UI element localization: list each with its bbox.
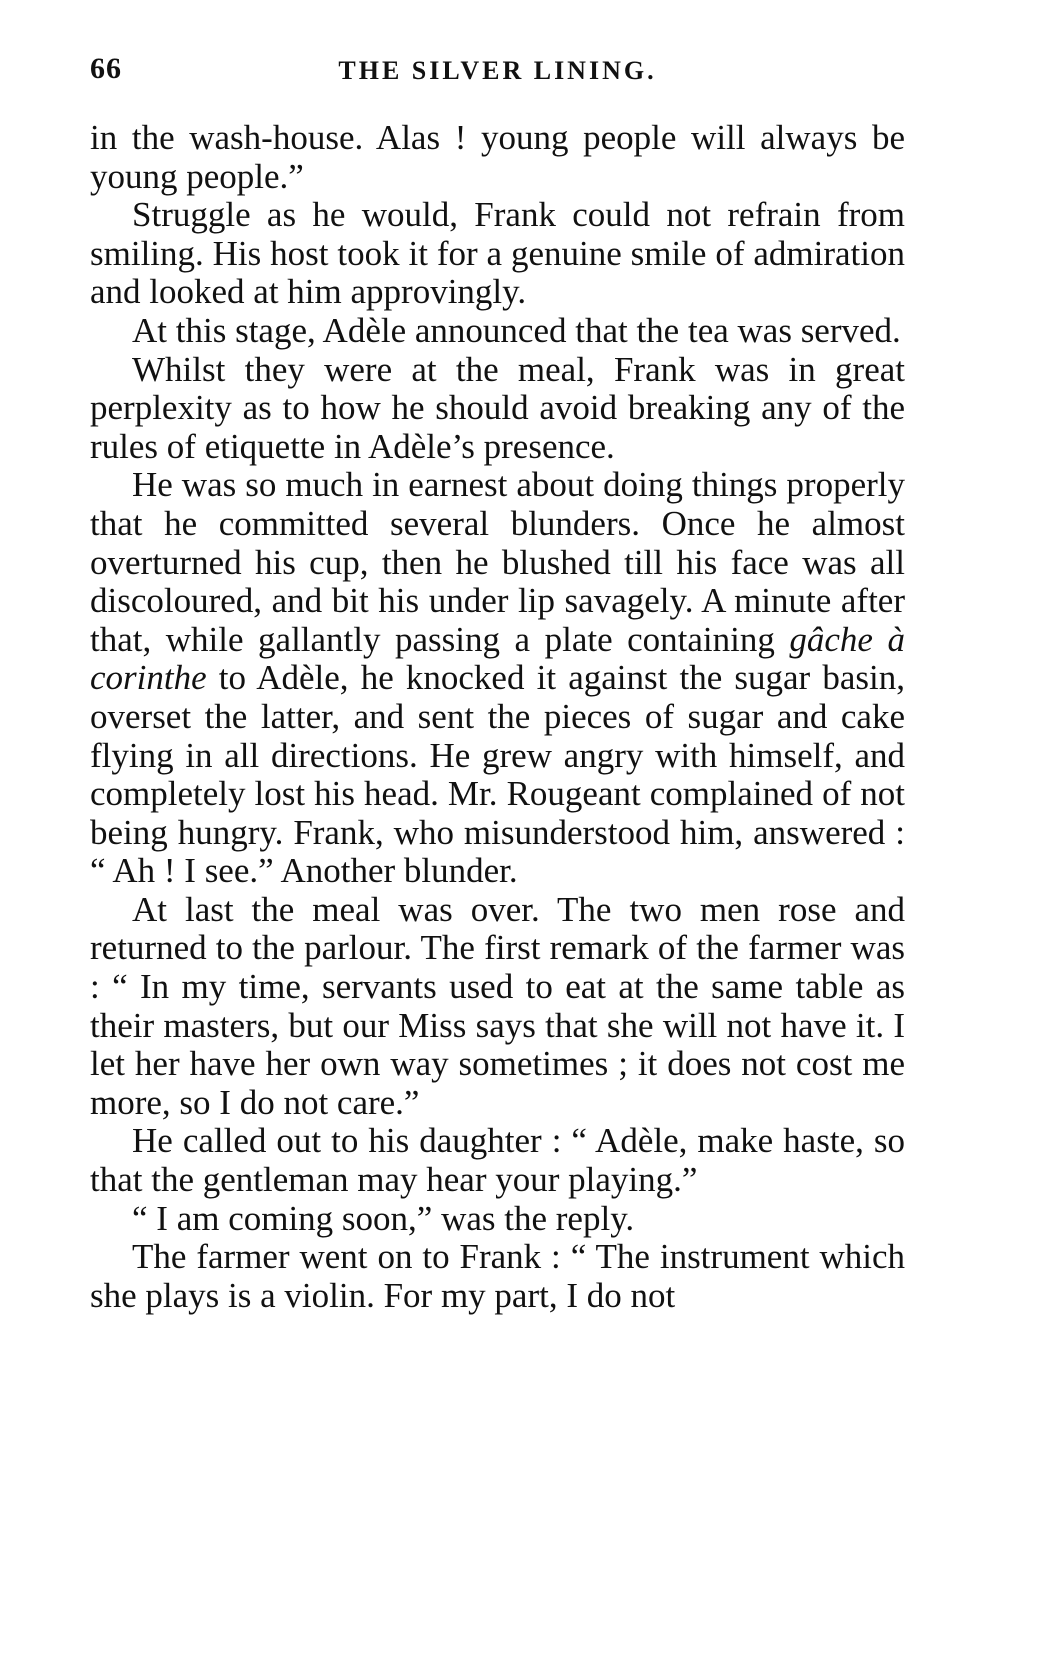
paragraph-7: He called out to his daughter : “ Adèle, make haste, so that the gentleman may hear your playing.” — [90, 1121, 905, 1200]
page-header — [90, 48, 905, 88]
body-text — [90, 119, 905, 1315]
paragraph-9: The farmer went on to Frank : “ The instrument which she plays is a violin. For my part, I do not — [90, 1237, 905, 1315]
running-title: THE SILVER LINING. — [338, 56, 657, 85]
paragraph-1: in the wash-house. Alas ! young people will always be young people.” — [90, 118, 905, 196]
page-number: 66 — [90, 52, 122, 85]
paragraph-2: Struggle as he would, Frank could not refrain from smiling. His host took it for a genuine smile of admiration and looked at him approvingly. — [90, 195, 905, 312]
paragraph-6: At last the meal was over. The two men rose and returned to the parlour. The first remark of the farmer was : “ In my time, servants used to eat at the same table as their masters, but our Miss says that she will not have it. I let her have her own way sometimes ; it does not cost me more, so I do not care.” — [90, 889, 905, 1122]
paragraph-5-part-2: to Adèle, he knocked it against the sugar basin, overset the latter, and sent the pieces of sugar and cake flying in all directions. He grew angry with himself, and completely lost his head. Mr. Rougeant complained of not being hungry. Frank, who misunderstood him, answered : “ Ah ! I see.” Another blunder. — [90, 658, 905, 891]
paragraph-5-part-1: He was so much in earnest about doing things properly that he committed several blunders. Once he almost overturned his cup, then he blushed till his face was all discoloured, and bit his under lip savagely. A minute after that, while gallantly passing a plate containing — [90, 465, 905, 659]
paragraph-5 — [90, 466, 905, 891]
paragraph-3: At this stage, Adèle announced that the tea was served. — [132, 310, 901, 350]
italic-dish-name: gâche à corinthe — [90, 619, 905, 698]
paragraph-8: “ I am coming soon,” was the reply. — [132, 1198, 635, 1238]
paragraph-4: Whilst they were at the meal, Frank was in great perplexity as to how he should avoid breaking any of the rules of etiquette in Adèle’s presence. — [90, 349, 905, 466]
